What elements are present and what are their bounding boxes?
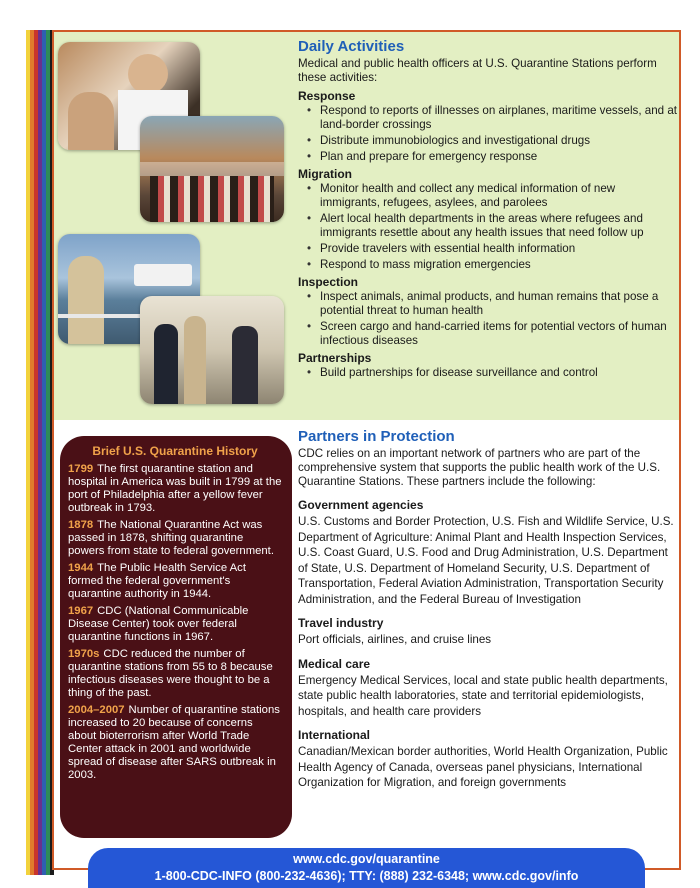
daily-activities-panel <box>54 32 679 420</box>
list-item: • Inspect animals, animal products, and human remains that pose a potential threat to human health <box>320 290 678 318</box>
history-year: 1799 <box>68 463 94 475</box>
list-item: • Respond to mass migration emergencies <box>320 258 678 272</box>
list-item: • Build partnerships for disease surveillance and control <box>320 366 678 380</box>
history-text: The first quarantine station and hospital in America was built in 1799 at the port of Philadelphia after a yellow fever outbreak in 1793. <box>68 463 282 514</box>
history-entry <box>68 463 282 515</box>
partner-text-travel: Port officials, airlines, and cruise lines <box>298 633 492 646</box>
partner-text-government: U.S. Customs and Border Protection, U.S. Fish and Wildlife Service, U.S. Department of Agriculture: Animal Plant and Health Inspection Services, U.S. Coast Guard, U.S. Food and Drug Administration, U.S. Department of State, U.S. Department of Homeland Security, U.S. Department of Transportation, Federal Aviation Administration, Transportation Security Administration, and the Federal Bureau of Investigation <box>298 515 674 606</box>
list-item: • Monitor health and collect any medical information of new immigrants, refugees, asylees, and parolees <box>320 182 678 210</box>
inspection-list <box>298 290 678 348</box>
history-entry <box>68 605 282 644</box>
history-text: The National Quarantine Act was passed in 1878, shifting quarantine powers from state to federal government. <box>68 519 274 557</box>
history-entry <box>68 704 282 782</box>
partner-heading-travel: Travel industry <box>298 616 384 630</box>
group-heading-inspection: Inspection <box>298 275 359 289</box>
partner-text-medical: Emergency Medical Services, local and state public health departments, state public health laboratories, state and territorial epidemiologists, hospitals, and health care providers <box>298 673 668 718</box>
list-item: • Provide travelers with essential health information <box>320 242 678 256</box>
list-item: • Distribute immunobiologics and investigational drugs <box>320 134 678 148</box>
partner-heading-medical: Medical care <box>298 656 371 671</box>
partners-section <box>298 428 680 791</box>
history-title: Brief U.S. Quarantine History <box>92 444 258 458</box>
history-entry <box>68 562 282 601</box>
history-text: Number of quarantine stations increased to 20 because of concerns about bioterrorism after World Trade Center attack in 2001 and worldwide spread of disease after SARS outbreak in 2003. <box>68 704 280 781</box>
partnerships-list <box>298 366 678 380</box>
footer-contact-line: 1-800-CDC-INFO (800-232-4636); TTY: (888) 232-6348; www.cdc.gov/info <box>154 869 579 883</box>
photo-crowd-terminal <box>140 116 284 222</box>
document-frame <box>52 30 681 870</box>
history-text: The Public Health Service Act formed the federal government's quarantine authority in 1944. <box>68 562 246 600</box>
rainbow-stripes <box>26 30 54 875</box>
photo-officers-clinic <box>140 296 284 404</box>
list-item: • Screen cargo and hand-carried items for potential vectors of human infectious diseases <box>320 320 678 348</box>
footer-url-link[interactable]: www.cdc.gov/quarantine <box>293 852 440 866</box>
history-text: CDC reduced the number of quarantine stations from 55 to 8 because infectious diseases were thought to be a thing of the past. <box>68 648 273 699</box>
history-year: 1878 <box>68 519 94 531</box>
contact-footer <box>88 848 645 888</box>
partner-heading-government: Government agencies <box>298 498 424 512</box>
partners-intro: CDC relies on an important network of partners who are part of the comprehensive system that supports the public health work of the U.S. Quarantine Stations. These partners include the following: <box>298 447 661 488</box>
daily-activities-title: Daily Activities <box>298 38 405 55</box>
quarantine-history-box <box>60 436 292 838</box>
history-text: CDC (National Communicable Disease Center) took over federal quarantine functions in 1967. <box>68 605 249 643</box>
partner-text-international: Canadian/Mexican border authorities, World Health Organization, Public Health Agency of Canada, overseas panel physicians, International Organization for Migration, and foreign governments <box>298 745 668 789</box>
response-list <box>298 104 678 164</box>
list-item: • Plan and prepare for emergency response <box>320 150 678 164</box>
group-heading-response: Response <box>298 89 356 103</box>
history-entry <box>68 519 282 558</box>
partners-title: Partners in Protection <box>298 428 455 445</box>
history-year: 1970s <box>68 648 100 660</box>
migration-list <box>298 182 678 272</box>
daily-activities-intro: Medical and public health officers at U.S. Quarantine Stations perform these activities: <box>298 57 657 84</box>
history-year: 1944 <box>68 562 94 574</box>
daily-activities-section <box>298 38 678 382</box>
group-heading-partnerships: Partnerships <box>298 351 372 365</box>
list-item: • Respond to reports of illnesses on airplanes, maritime vessels, and at land-border crossings <box>320 104 678 132</box>
partner-heading-international: International <box>298 728 371 742</box>
list-item: • Alert local health departments in the areas where refugees and immigrants resettle about any health issues that need follow up <box>320 212 678 240</box>
history-entry <box>68 648 282 700</box>
group-heading-migration: Migration <box>298 167 352 181</box>
history-year: 1967 <box>68 605 94 617</box>
history-year: 2004–2007 <box>68 704 125 716</box>
